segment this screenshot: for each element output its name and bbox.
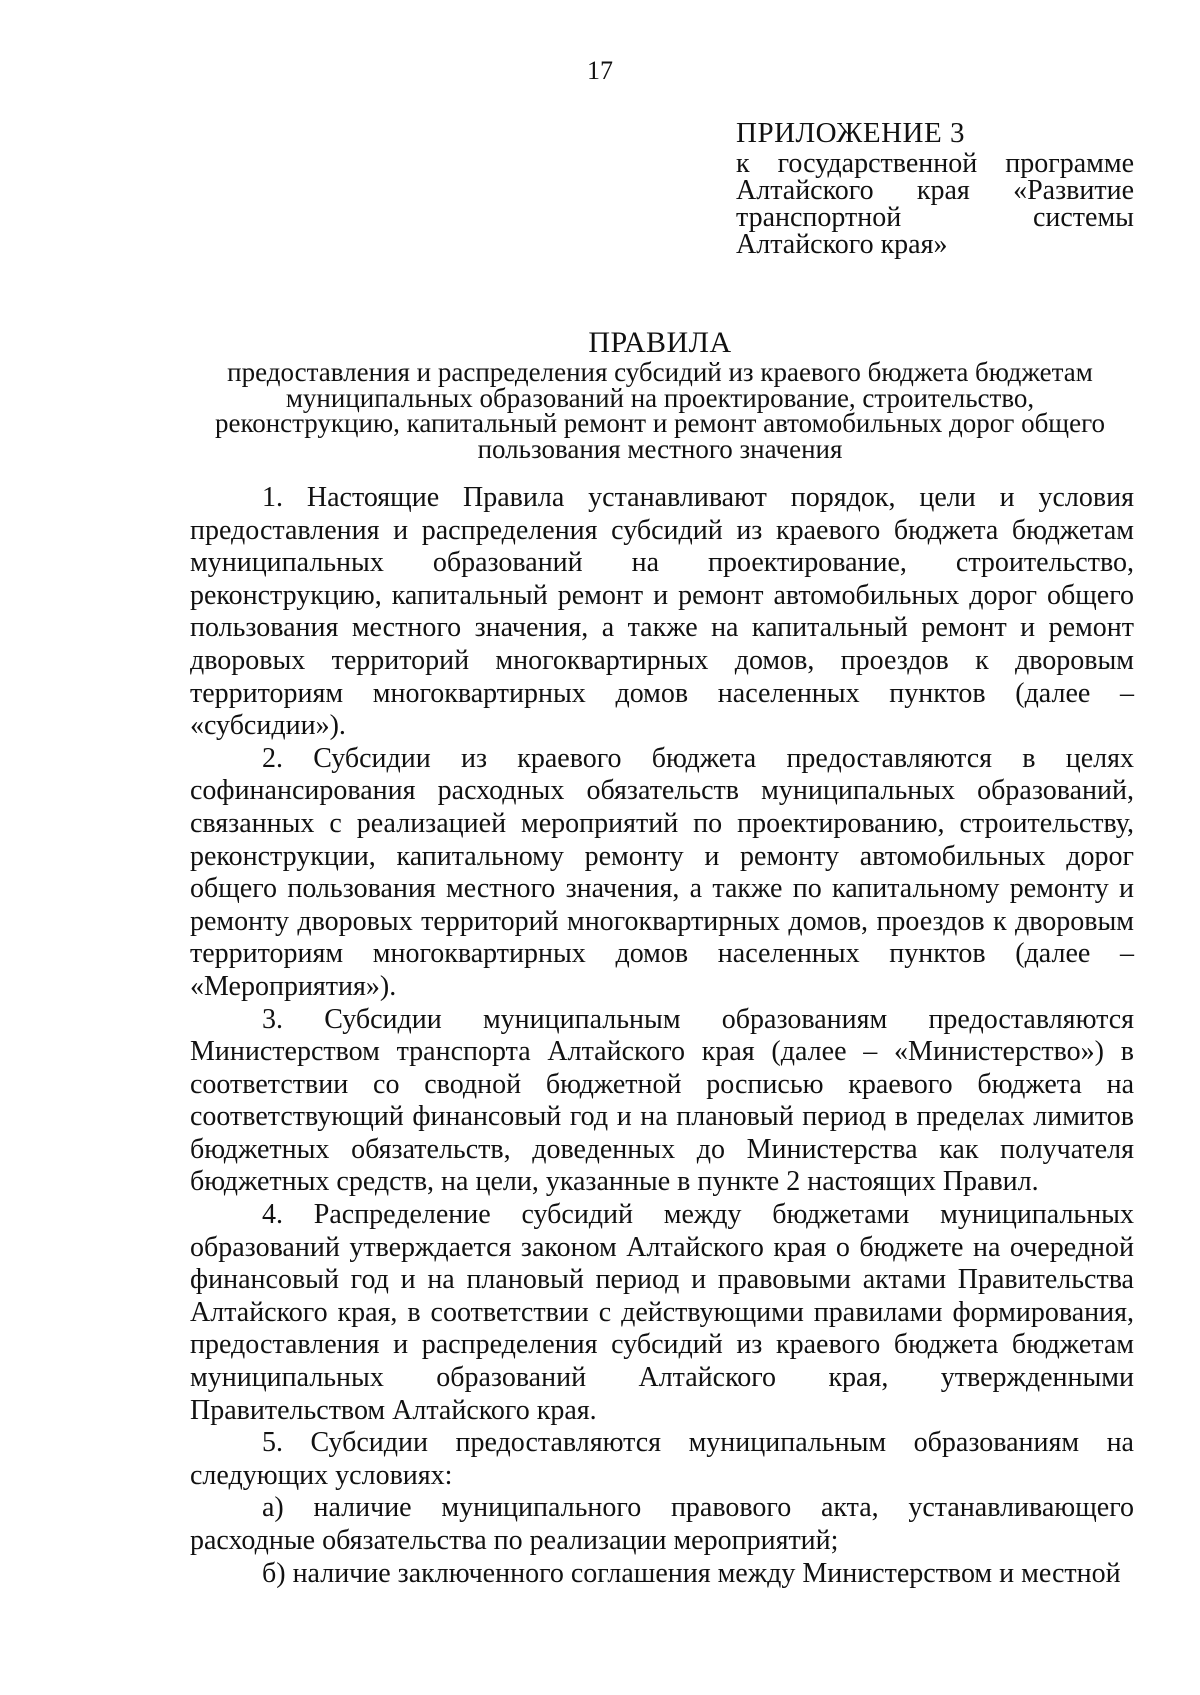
paragraph-3: 3. Субсидии муниципальным образованиям предоставляются Министерством транспорта Алтайского края (далее – «Министерство») в соответствии со сводной бюджетной росписью краевого бюджета на соответствующий финансовый год и на плановый период в пределах лимитов бюджетных обязательств, доведенных до Министерства как получателя бюджетных средств, на цели, указанные в пункте 2 настоящих Правил.	[190, 1003, 1134, 1198]
paragraph-5a: а) наличие муниципального правового акта, устанавливающего расходные обязательства по реализации мероприятий;	[190, 1492, 1134, 1556]
appendix-block	[736, 116, 1134, 258]
paragraph-2: 2. Субсидии из краевого бюджета предоставляются в целях софинансирования расходных обязательств муниципальных образований, связанных с реализацией мероприятий по проектированию, строительству, реконструкции, капитальному ремонту и ремонту автомобильных дорог общего пользования местного значения, а также по капитальному ремонту и ремонту дворовых территорий многоквартирных домов, проездов к дворовым территориям многоквартирных домов населенных пунктов (далее – «Мероприятия»).	[190, 742, 1134, 1002]
rules-subtitle-line: предоставления и распределения субсидий из краевого бюджета бюджетам	[227, 357, 1093, 387]
appendix-line	[736, 231, 1134, 258]
appendix-word: «Развитие	[1013, 175, 1134, 206]
page-number: 17	[587, 56, 613, 85]
appendix-word: Алтайского края»	[736, 229, 948, 260]
appendix-word: Алтайского	[736, 175, 874, 206]
appendix-title: ПРИЛОЖЕНИЕ 3	[736, 117, 965, 149]
rules-header	[180, 326, 1140, 462]
appendix-word: государственной	[777, 148, 978, 179]
paragraph-5: 5. Субсидии предоставляются муниципальным образованиям на следующих условиях:	[190, 1427, 1134, 1491]
rules-subtitle-line: пользования местного значения	[477, 433, 843, 464]
paragraph-4: 4. Распределение субсидий между бюджетами муниципальных образований утверждается законом Алтайского края о бюджете на очередной финансовый год и на плановый период и правовыми актами Правительства Алтайского края, в соответствии с действующими правилами формирования, предоставления и распределения субсидий из краевого бюджета бюджетам муниципальных образований Алтайского края, утвержденными Правительством Алтайского края.	[190, 1199, 1134, 1426]
paragraph-1: 1. Настоящие Правила устанавливают порядок, цели и условия предоставления и распределения субсидий из краевого бюджета бюджетам муниципальных образований на проектирование, строительство, реконструкцию, капитальный ремонт и ремонт автомобильных дорог общего пользования местного значения, а также на капитальный ремонт и ремонт дворовых территорий многоквартирных домов, проездов к дворовым территориям многоквартирных домов населенных пунктов (далее – «субсидии»).	[190, 482, 1134, 742]
rules-subtitle-line: реконструкцию, капитальный ремонт и ремонт автомобильных дорог общего	[215, 408, 1105, 438]
appendix-line	[736, 204, 1134, 231]
document-body	[190, 482, 1134, 1590]
paragraph-5b: б) наличие заключенного соглашения между Министерством и местной	[262, 1557, 1121, 1589]
appendix-word: программе	[1005, 148, 1134, 179]
rules-subtitle-line: муниципальных образований на проектирование, строительство,	[285, 382, 1035, 413]
appendix-word: края	[916, 175, 970, 206]
appendix-line	[736, 150, 1134, 177]
appendix-word: транспортной	[736, 202, 902, 233]
appendix-word: системы	[1032, 202, 1134, 233]
appendix-line	[736, 177, 1134, 204]
rules-title: ПРАВИЛА	[588, 326, 732, 359]
appendix-word: к	[736, 148, 750, 179]
